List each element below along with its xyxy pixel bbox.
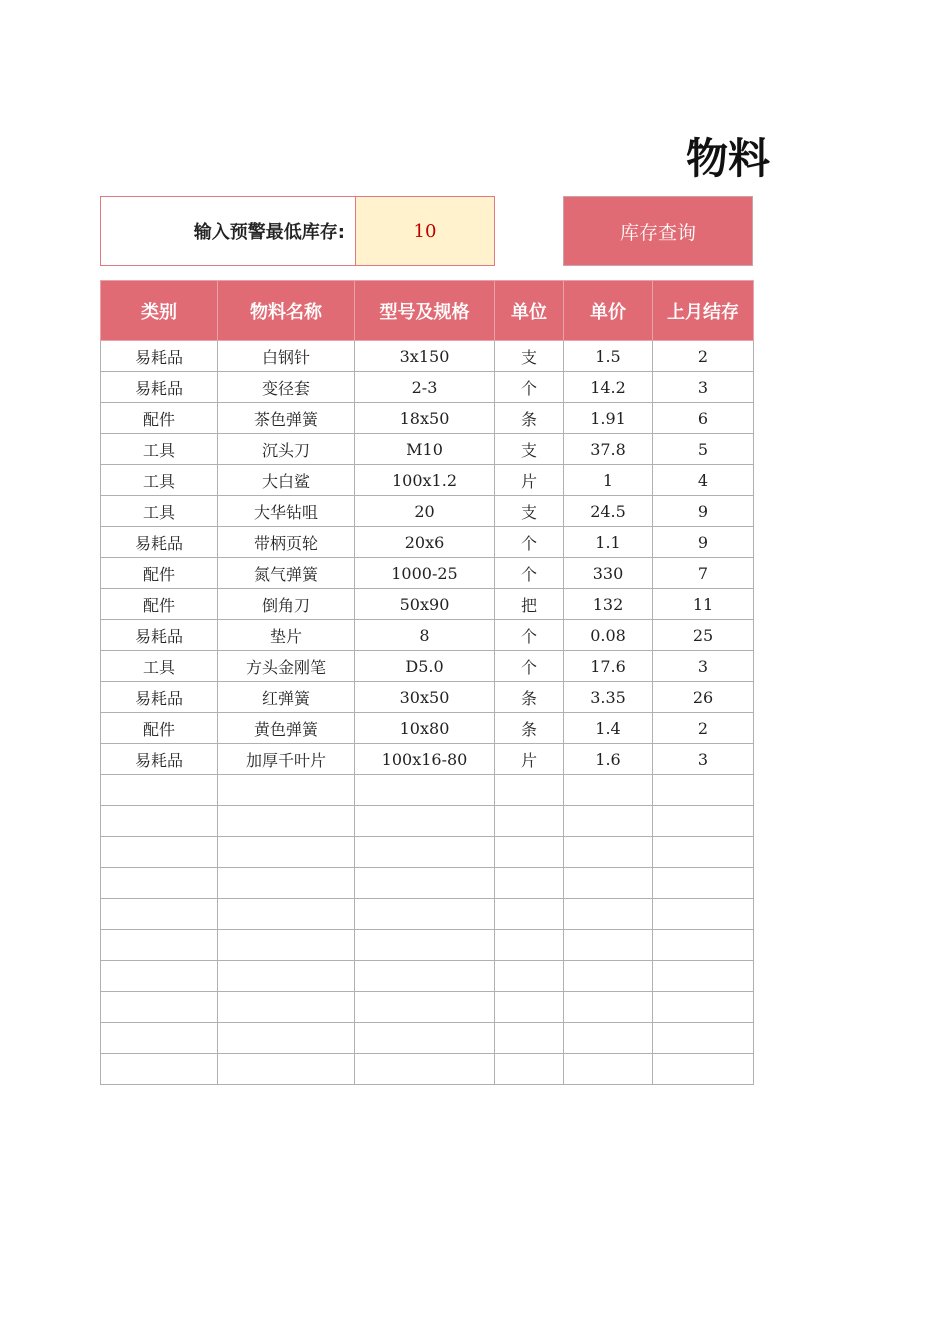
empty-cell[interactable] <box>564 775 653 806</box>
cell-price[interactable]: 330 <box>564 558 653 589</box>
inventory-query-button[interactable]: 库存查询 <box>563 196 753 266</box>
cell-price[interactable]: 1.6 <box>564 744 653 775</box>
cell-price[interactable]: 17.6 <box>564 651 653 682</box>
empty-cell[interactable] <box>653 1054 754 1085</box>
empty-cell[interactable] <box>355 899 495 930</box>
empty-cell[interactable] <box>101 1023 218 1054</box>
empty-cell[interactable] <box>653 837 754 868</box>
cell-last-month-stock[interactable]: 9 <box>653 527 754 558</box>
empty-cell[interactable] <box>218 930 355 961</box>
empty-cell[interactable] <box>355 837 495 868</box>
cell-unit[interactable]: 片 <box>495 744 564 775</box>
empty-table-row <box>101 837 754 868</box>
cell-spec[interactable]: 100x16-80 <box>355 744 495 775</box>
table-row <box>101 465 754 496</box>
empty-cell[interactable] <box>355 961 495 992</box>
empty-table-row <box>101 899 754 930</box>
alert-threshold-label: 输入预警最低库存: <box>100 196 355 266</box>
empty-cell[interactable] <box>495 899 564 930</box>
table-row <box>101 682 754 713</box>
cell-category[interactable]: 易耗品 <box>101 341 218 372</box>
cell-material-name[interactable]: 垫片 <box>218 620 355 651</box>
table-row <box>101 403 754 434</box>
empty-table-row <box>101 961 754 992</box>
empty-table-row <box>101 806 754 837</box>
cell-price[interactable]: 1 <box>564 465 653 496</box>
column-header-last-month-stock: 上月结存 <box>653 281 754 341</box>
cell-unit[interactable]: 支 <box>495 434 564 465</box>
empty-cell[interactable] <box>218 992 355 1023</box>
empty-cell[interactable] <box>495 930 564 961</box>
empty-cell[interactable] <box>101 899 218 930</box>
empty-cell[interactable] <box>564 961 653 992</box>
empty-cell[interactable] <box>564 1054 653 1085</box>
table-row <box>101 527 754 558</box>
empty-cell[interactable] <box>101 992 218 1023</box>
cell-unit[interactable]: 个 <box>495 651 564 682</box>
title-area <box>0 110 771 190</box>
cell-price[interactable]: 37.8 <box>564 434 653 465</box>
cell-price[interactable]: 1.4 <box>564 713 653 744</box>
empty-cell[interactable] <box>653 992 754 1023</box>
cell-unit[interactable]: 支 <box>495 341 564 372</box>
cell-material-name[interactable]: 变径套 <box>218 372 355 403</box>
empty-cell[interactable] <box>495 1054 564 1085</box>
cell-price[interactable]: 1.5 <box>564 341 653 372</box>
empty-cell[interactable] <box>495 992 564 1023</box>
cell-material-name[interactable]: 方头金刚笔 <box>218 651 355 682</box>
table-row <box>101 651 754 682</box>
cell-material-name[interactable]: 氮气弹簧 <box>218 558 355 589</box>
empty-cell[interactable] <box>355 1054 495 1085</box>
cell-category[interactable]: 工具 <box>101 496 218 527</box>
table-row <box>101 589 754 620</box>
cell-category[interactable]: 配件 <box>101 589 218 620</box>
cell-last-month-stock[interactable]: 11 <box>653 589 754 620</box>
cell-unit[interactable]: 把 <box>495 589 564 620</box>
cell-unit[interactable]: 个 <box>495 620 564 651</box>
empty-cell[interactable] <box>218 899 355 930</box>
table-row <box>101 744 754 775</box>
cell-category[interactable]: 易耗品 <box>101 682 218 713</box>
cell-unit[interactable]: 条 <box>495 713 564 744</box>
empty-cell[interactable] <box>653 1023 754 1054</box>
cell-last-month-stock[interactable]: 6 <box>653 403 754 434</box>
empty-cell[interactable] <box>653 899 754 930</box>
cell-unit[interactable]: 条 <box>495 403 564 434</box>
cell-unit[interactable]: 支 <box>495 496 564 527</box>
cell-spec[interactable]: 50x90 <box>355 589 495 620</box>
empty-cell[interactable] <box>218 1054 355 1085</box>
empty-cell[interactable] <box>495 806 564 837</box>
cell-material-name[interactable]: 茶色弹簧 <box>218 403 355 434</box>
cell-material-name[interactable]: 带柄页轮 <box>218 527 355 558</box>
empty-cell[interactable] <box>564 868 653 899</box>
cell-price[interactable]: 132 <box>564 589 653 620</box>
table-row <box>101 434 754 465</box>
table-row <box>101 713 754 744</box>
cell-material-name[interactable]: 沉头刀 <box>218 434 355 465</box>
empty-cell[interactable] <box>355 992 495 1023</box>
empty-cell[interactable] <box>564 930 653 961</box>
empty-cell[interactable] <box>355 868 495 899</box>
empty-cell[interactable] <box>101 1054 218 1085</box>
cell-last-month-stock[interactable]: 3 <box>653 651 754 682</box>
empty-table-row <box>101 992 754 1023</box>
cell-last-month-stock[interactable]: 2 <box>653 341 754 372</box>
empty-cell[interactable] <box>101 961 218 992</box>
page-title: 物料 <box>686 134 771 183</box>
cell-category[interactable]: 工具 <box>101 465 218 496</box>
cell-spec[interactable]: 20 <box>355 496 495 527</box>
cell-price[interactable]: 3.35 <box>564 682 653 713</box>
column-header-price: 单价 <box>564 281 653 341</box>
cell-last-month-stock[interactable]: 3 <box>653 744 754 775</box>
empty-cell[interactable] <box>218 806 355 837</box>
cell-last-month-stock[interactable]: 7 <box>653 558 754 589</box>
empty-cell[interactable] <box>564 1023 653 1054</box>
cell-price[interactable]: 1.1 <box>564 527 653 558</box>
table-row <box>101 341 754 372</box>
cell-material-name[interactable]: 加厚千叶片 <box>218 744 355 775</box>
alert-threshold-input[interactable]: 10 <box>355 196 495 266</box>
cell-category[interactable]: 配件 <box>101 558 218 589</box>
cell-unit[interactable]: 个 <box>495 558 564 589</box>
empty-cell[interactable] <box>355 775 495 806</box>
cell-material-name[interactable]: 红弹簧 <box>218 682 355 713</box>
cell-spec[interactable]: 2-3 <box>355 372 495 403</box>
inventory-table <box>100 280 754 1085</box>
empty-cell[interactable] <box>495 1023 564 1054</box>
column-header-category: 类别 <box>101 281 218 341</box>
empty-cell[interactable] <box>218 837 355 868</box>
empty-table-row <box>101 868 754 899</box>
cell-last-month-stock[interactable]: 25 <box>653 620 754 651</box>
cell-spec[interactable]: 18x50 <box>355 403 495 434</box>
cell-last-month-stock[interactable]: 9 <box>653 496 754 527</box>
cell-last-month-stock[interactable]: 26 <box>653 682 754 713</box>
empty-cell[interactable] <box>355 930 495 961</box>
empty-cell[interactable] <box>564 806 653 837</box>
empty-table-row <box>101 930 754 961</box>
cell-unit[interactable]: 个 <box>495 372 564 403</box>
empty-cell[interactable] <box>495 868 564 899</box>
empty-cell[interactable] <box>218 775 355 806</box>
empty-cell[interactable] <box>101 868 218 899</box>
empty-cell[interactable] <box>218 1023 355 1054</box>
cell-spec[interactable]: 1000-25 <box>355 558 495 589</box>
cell-spec[interactable]: D5.0 <box>355 651 495 682</box>
cell-category[interactable]: 易耗品 <box>101 744 218 775</box>
empty-cell[interactable] <box>653 930 754 961</box>
cell-category[interactable]: 配件 <box>101 713 218 744</box>
cell-material-name[interactable]: 大华钻咀 <box>218 496 355 527</box>
cell-price[interactable]: 0.08 <box>564 620 653 651</box>
empty-cell[interactable] <box>564 837 653 868</box>
empty-cell[interactable] <box>355 1023 495 1054</box>
empty-table-row <box>101 1054 754 1085</box>
empty-cell[interactable] <box>101 775 218 806</box>
cell-material-name[interactable]: 黄色弹簧 <box>218 713 355 744</box>
empty-cell[interactable] <box>564 899 653 930</box>
empty-cell[interactable] <box>101 930 218 961</box>
cell-spec[interactable]: 8 <box>355 620 495 651</box>
empty-cell[interactable] <box>495 961 564 992</box>
cell-price[interactable]: 14.2 <box>564 372 653 403</box>
empty-cell[interactable] <box>218 961 355 992</box>
empty-cell[interactable] <box>101 806 218 837</box>
table-row <box>101 620 754 651</box>
table-header-row <box>101 281 754 341</box>
cell-category[interactable]: 工具 <box>101 651 218 682</box>
cell-unit[interactable]: 条 <box>495 682 564 713</box>
cell-price[interactable]: 1.91 <box>564 403 653 434</box>
empty-cell[interactable] <box>101 837 218 868</box>
table-row <box>101 496 754 527</box>
cell-spec[interactable]: 30x50 <box>355 682 495 713</box>
cell-spec[interactable]: 3x150 <box>355 341 495 372</box>
empty-cell[interactable] <box>653 806 754 837</box>
column-header-material-name: 物料名称 <box>218 281 355 341</box>
cell-last-month-stock[interactable]: 4 <box>653 465 754 496</box>
empty-table-row <box>101 775 754 806</box>
cell-category[interactable]: 工具 <box>101 434 218 465</box>
empty-cell[interactable] <box>564 992 653 1023</box>
cell-spec[interactable]: 100x1.2 <box>355 465 495 496</box>
cell-unit[interactable]: 片 <box>495 465 564 496</box>
cell-category[interactable]: 配件 <box>101 403 218 434</box>
empty-cell[interactable] <box>653 868 754 899</box>
cell-category[interactable]: 易耗品 <box>101 372 218 403</box>
cell-last-month-stock[interactable]: 2 <box>653 713 754 744</box>
cell-material-name[interactable]: 倒角刀 <box>218 589 355 620</box>
cell-category[interactable]: 易耗品 <box>101 620 218 651</box>
cell-price[interactable]: 24.5 <box>564 496 653 527</box>
cell-last-month-stock[interactable]: 5 <box>653 434 754 465</box>
empty-cell[interactable] <box>495 775 564 806</box>
empty-cell[interactable] <box>495 837 564 868</box>
empty-cell[interactable] <box>653 775 754 806</box>
empty-cell[interactable] <box>355 806 495 837</box>
empty-table-row <box>101 1023 754 1054</box>
column-header-unit: 单位 <box>495 281 564 341</box>
column-header-spec: 型号及规格 <box>355 281 495 341</box>
cell-unit[interactable]: 个 <box>495 527 564 558</box>
cell-spec[interactable]: 20x6 <box>355 527 495 558</box>
table-row <box>101 372 754 403</box>
table-row <box>101 558 754 589</box>
empty-cell[interactable] <box>653 961 754 992</box>
empty-cell[interactable] <box>218 868 355 899</box>
cell-spec[interactable]: 10x80 <box>355 713 495 744</box>
cell-spec[interactable]: M10 <box>355 434 495 465</box>
cell-category[interactable]: 易耗品 <box>101 527 218 558</box>
cell-material-name[interactable]: 大白鲨 <box>218 465 355 496</box>
cell-material-name[interactable]: 白钢针 <box>218 341 355 372</box>
cell-last-month-stock[interactable]: 3 <box>653 372 754 403</box>
